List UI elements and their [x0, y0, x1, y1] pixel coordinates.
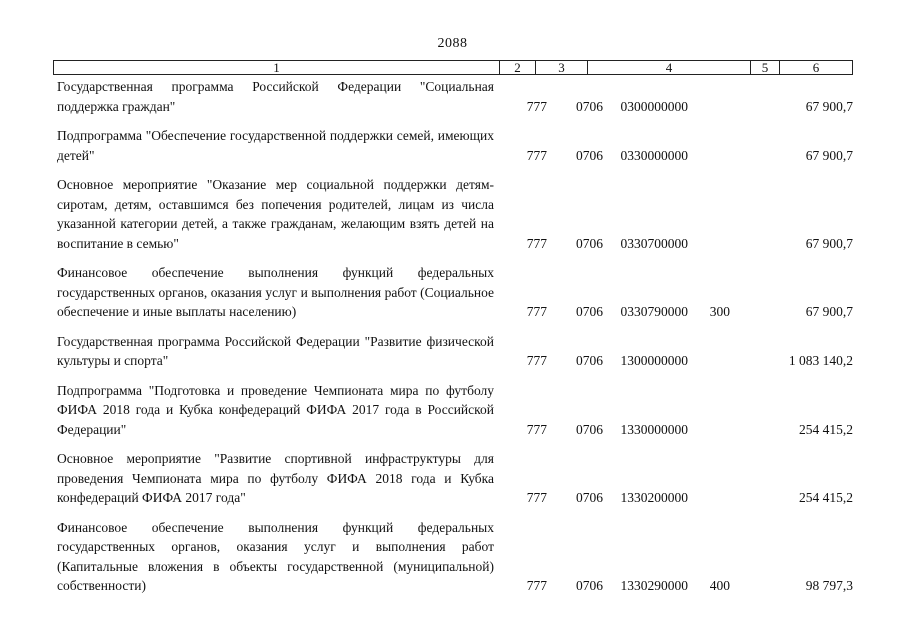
row-name: Государственная программа Российской Федерации "Социальная поддержка граждан" — [57, 79, 494, 114]
header-col-3: 3 — [535, 61, 587, 74]
row-col-4: 0330790000 — [620, 304, 688, 319]
row-col-6: 67 900,7 — [805, 147, 853, 163]
row-col-4: 1330000000 — [620, 421, 688, 437]
row-name: Финансовое обеспечение выполнения функций федеральных государственных органов, оказания услуг и выполнения работ (Социальное обеспечение и иные выплаты населению) — [57, 265, 494, 319]
row-col-6: 1 083 140,2 — [788, 353, 853, 368]
table-header — [53, 60, 853, 75]
row-col-5: 300 — [709, 304, 730, 319]
row-col-2: 777 — [526, 304, 547, 319]
row-col-6: 98 797,3 — [805, 578, 853, 593]
table-row — [57, 332, 853, 371]
row-col-2: 777 — [526, 421, 547, 437]
row-col-5: 400 — [709, 578, 730, 593]
row-name: Подпрограмма "Обеспечение государственной поддержки семей, имеющих детей" — [57, 128, 494, 163]
header-col-5: 5 — [750, 61, 779, 74]
row-col-3: 0706 — [576, 421, 603, 437]
table-row — [57, 449, 853, 508]
row-col-3: 0706 — [576, 235, 603, 251]
row-col-2: 777 — [526, 353, 547, 368]
row-name: Финансовое обеспечение выполнения функций федеральных государственных органов, оказания услуг и выполнения работ (Капитальные вложения в объекты государственной (муниципальной) собственности) — [57, 519, 494, 593]
row-col-4: 0300000000 — [620, 98, 688, 114]
row-col-6: 67 900,7 — [805, 235, 853, 251]
row-col-3: 0706 — [576, 353, 603, 368]
row-col-4: 1330290000 — [620, 578, 688, 593]
table-row — [57, 77, 853, 116]
row-col-6: 67 900,7 — [805, 304, 853, 319]
row-name: Основное мероприятие "Развитие спортивной инфраструктуры для проведения Чемпионата мира по футболу ФИФА 2018 года и Кубка конфедераций ФИФА 2017 года" — [57, 451, 494, 505]
row-col-3: 0706 — [576, 578, 603, 593]
row-col-6: 254 415,2 — [799, 490, 853, 505]
row-col-3: 0706 — [576, 98, 603, 114]
row-name: Основное мероприятие "Оказание мер социальной поддержки детям-сиротам, детям, оставшимся без попечения родителей, лицам из числа указанной категории детей, а также гражданам, желающим взять детей на воспитание в семью" — [57, 177, 494, 251]
header-col-2: 2 — [499, 61, 535, 74]
table-row — [57, 381, 853, 440]
row-col-3: 0706 — [576, 304, 603, 319]
row-col-3: 0706 — [576, 147, 603, 163]
table-body — [57, 77, 853, 606]
row-col-6: 254 415,2 — [799, 421, 853, 437]
header-col-4: 4 — [587, 61, 750, 74]
row-col-4: 1300000000 — [620, 353, 688, 368]
row-name: Государственная программа Российской Федерации "Развитие физической культуры и спорта" — [57, 333, 494, 368]
row-name: Подпрограмма "Подготовка и проведение Чемпионата мира по футболу ФИФА 2018 года и Кубка конфедераций ФИФА 2017 года в Российской Федерации" — [57, 382, 494, 437]
row-col-6: 67 900,7 — [805, 98, 853, 114]
row-col-2: 777 — [526, 578, 547, 593]
table-row — [57, 175, 853, 253]
table-row — [57, 126, 853, 165]
table-row — [57, 263, 853, 322]
page-number: 2088 — [437, 36, 468, 51]
row-col-3: 0706 — [576, 490, 603, 505]
row-col-2: 777 — [526, 235, 547, 251]
table-row — [57, 518, 853, 596]
header-col-1: 1 — [273, 60, 280, 75]
row-col-4: 0330700000 — [620, 235, 688, 251]
row-col-2: 777 — [526, 490, 547, 505]
row-col-4: 0330000000 — [620, 147, 688, 163]
header-col-6: 6 — [779, 61, 852, 74]
row-col-4: 1330200000 — [620, 490, 688, 505]
row-col-2: 777 — [526, 147, 547, 163]
row-col-2: 777 — [526, 98, 547, 114]
